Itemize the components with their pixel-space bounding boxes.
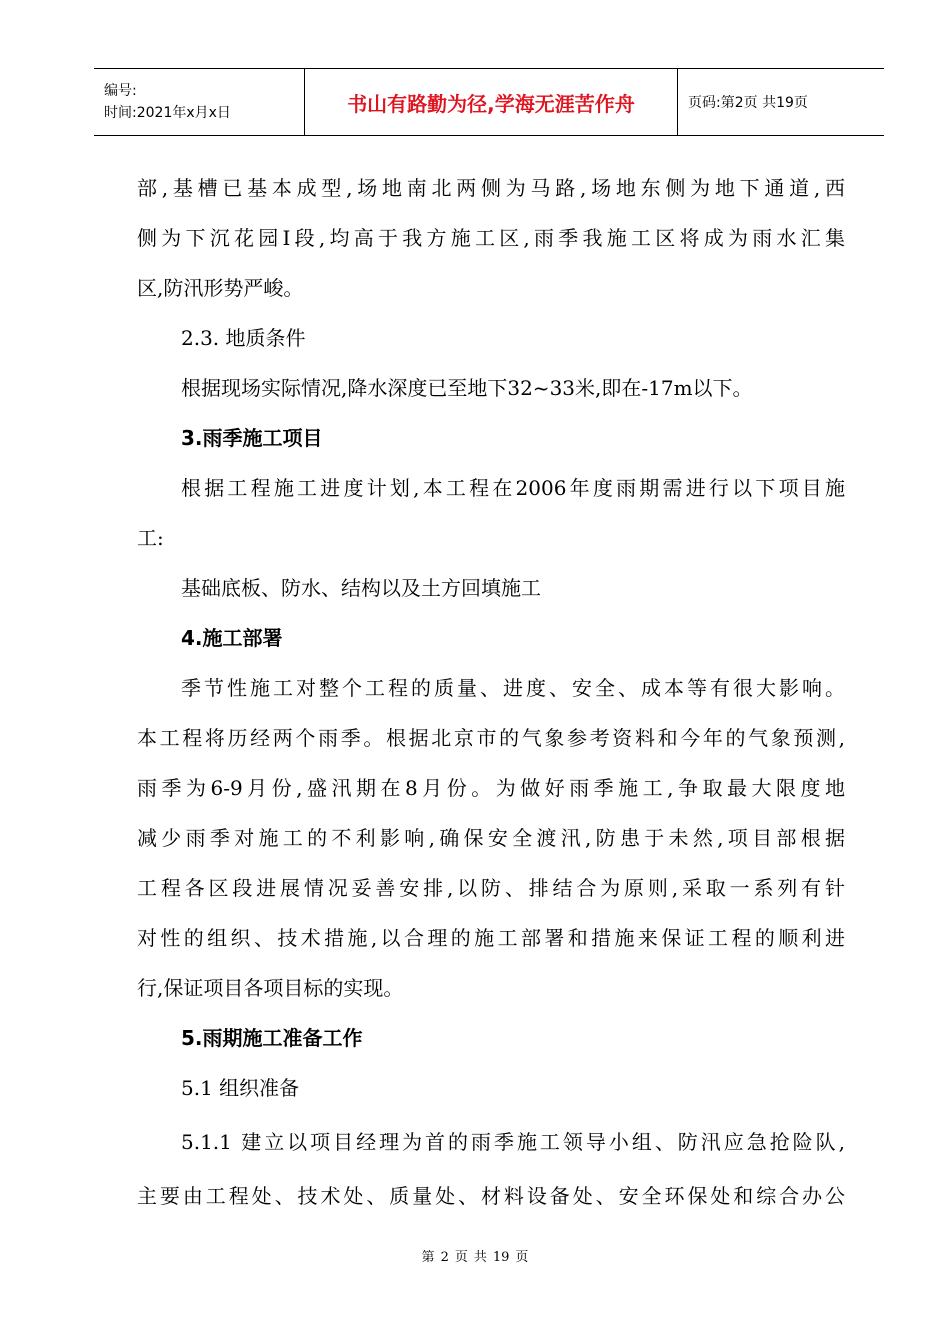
body-line: 基础底板、防水、结构以及土方回填施工 [181, 576, 541, 600]
motto: 书山有路勤为径,学海无涯苦作舟 [347, 91, 635, 116]
header-meta [94, 69, 304, 135]
body-line: 根据现场实际情况,降水深度已至地下32~33米,即在-17m以下。 [181, 376, 753, 400]
section-heading: 5.1 组织准备 [181, 1076, 300, 1100]
header-motto-cell [304, 69, 678, 135]
footer-total-pages: 19 [492, 1250, 510, 1265]
document-body [137, 163, 845, 1221]
page-header [94, 68, 884, 136]
section-heading: 4.施工部署 [181, 626, 283, 650]
body-line: 主要由工程处、技术处、质量处、材料设备处、安全环保处和综合办公 [137, 1184, 845, 1208]
page-info: 页码:第2页 共19页 [688, 95, 808, 111]
body-line: 本工程将历经两个雨季。根据北京市的气象参考资料和今年的气象预测, [137, 726, 845, 750]
body-line: 减少雨季对施工的不利影响,确保安全渡汛,防患于未然,项目部根据 [137, 826, 845, 850]
footer-ye: 页 [454, 1250, 468, 1265]
footer-gong: 共 [473, 1250, 487, 1265]
section-heading: 5.雨期施工准备工作 [181, 1026, 363, 1050]
body-line: 季节性施工对整个工程的质量、进度、安全、成本等有很大影响。 [181, 676, 845, 700]
body-line: 区,防汛形势严峻。 [137, 276, 304, 300]
time-label: 时间:2021年x月x日 [104, 105, 231, 121]
section-heading: 2.3. 地质条件 [181, 326, 306, 350]
body-line: 雨季为6-9月份,盛汛期在8月份。为做好雨季施工,争取最大限度地 [137, 776, 845, 800]
body-line: 行,保证项目各项目标的实现。 [137, 976, 404, 1000]
footer-page-number: 2 [440, 1250, 449, 1265]
body-line: 对性的组织、技术措施,以合理的施工部署和措施来保证工程的顺利进 [137, 926, 845, 950]
body-line: 5.1.1 建立以项目经理为首的雨季施工领导小组、防汛应急抢险队, [181, 1130, 845, 1154]
footer-di: 第 [421, 1250, 435, 1265]
footer-ye2: 页 [515, 1250, 529, 1265]
section-heading: 3.雨季施工项目 [181, 426, 323, 450]
header-page-info-cell [678, 69, 884, 135]
body-line: 侧为下沉花园I段,均高于我方施工区,雨季我施工区将成为雨水汇集 [137, 226, 845, 250]
body-line: 根据工程施工进度计划,本工程在2006年度雨期需进行以下项目施 [181, 476, 845, 500]
number-label: 编号: [104, 83, 137, 99]
page-footer [0, 1246, 950, 1265]
body-line: 工程各区段进展情况妥善安排,以防、排结合为原则,采取一系列有针 [137, 876, 845, 900]
body-line: 工: [137, 526, 164, 550]
body-line: 部,基槽已基本成型,场地南北两侧为马路,场地东侧为地下通道,西 [137, 176, 845, 200]
